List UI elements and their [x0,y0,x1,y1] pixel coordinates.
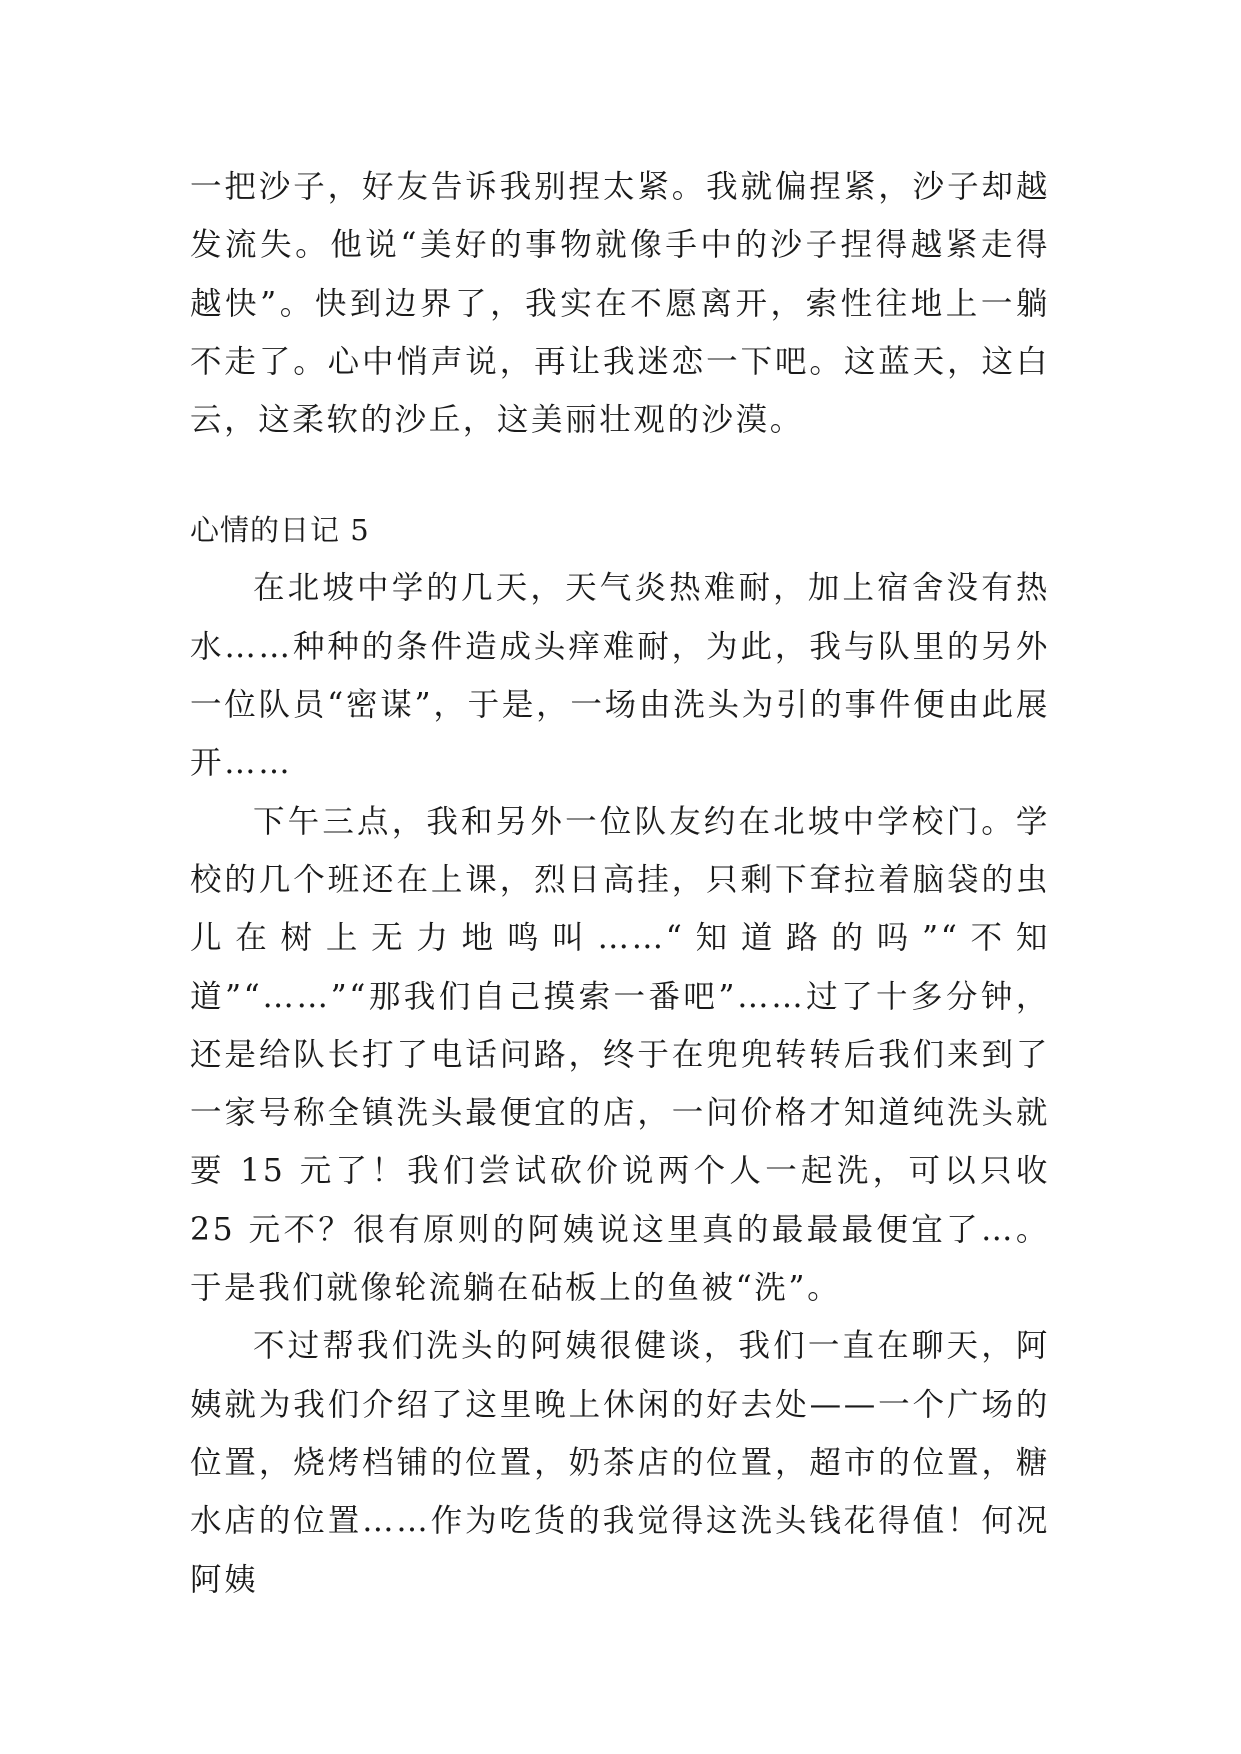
document-page [190,158,1050,1609]
body-paragraph-3: 不过帮我们洗头的阿姨很健谈，我们一直在聊天，阿姨就为我们介绍了这里晚上休闲的好去处——一个广场的位置，烧烤档铺的位置，奶茶店的位置，超市的位置，糖水店的位置……作为吃货的我觉得这洗头钱花得值！何况阿姨 [190,1328,1050,1598]
body-paragraph-1: 在北坡中学的几天，天气炎热难耐，加上宿舍没有热水……种种的条件造成头痒难耐，为此，我与队里的另外一位队员“密谋”，于是，一场由洗头为引的事件便由此展开…… [190,570,1050,782]
section-heading: 心情的日记 5 [190,513,370,548]
continuation-paragraph: 一把沙子，好友告诉我别捏太紧。我就偏捏紧，沙子却越发流失。他说“美好的事物就像手中的沙子捏得越紧走得越快”。快到边界了，我实在不愿离开，索性往地上一躺不走了。心中悄声说，再让我迷恋一下吧。这蓝天，这白云，这柔软的沙丘，这美丽壮观的沙漠。 [190,169,1050,439]
body-paragraph-2: 下午三点，我和另外一位队友约在北坡中学校门。学校的几个班还在上课，烈日高挂，只剩下耷拉着脑袋的虫儿在树上无力地鸣叫……“知道路的吗”“不知道”“……”“那我们自己摸索一番吧”……过了十多分钟，还是给队长打了电话问路，终于在兜兜转转后我们来到了一家号称全镇洗头最便宜的店，一问价格才知道纯洗头就要 15 元了！我们尝试砍价说两个人一起洗，可以只收 25 元不？很有原则的阿姨说这里真的最最最便宜了…。于是我们就像轮流躺在砧板上的鱼被“洗”。 [190,803,1050,1307]
